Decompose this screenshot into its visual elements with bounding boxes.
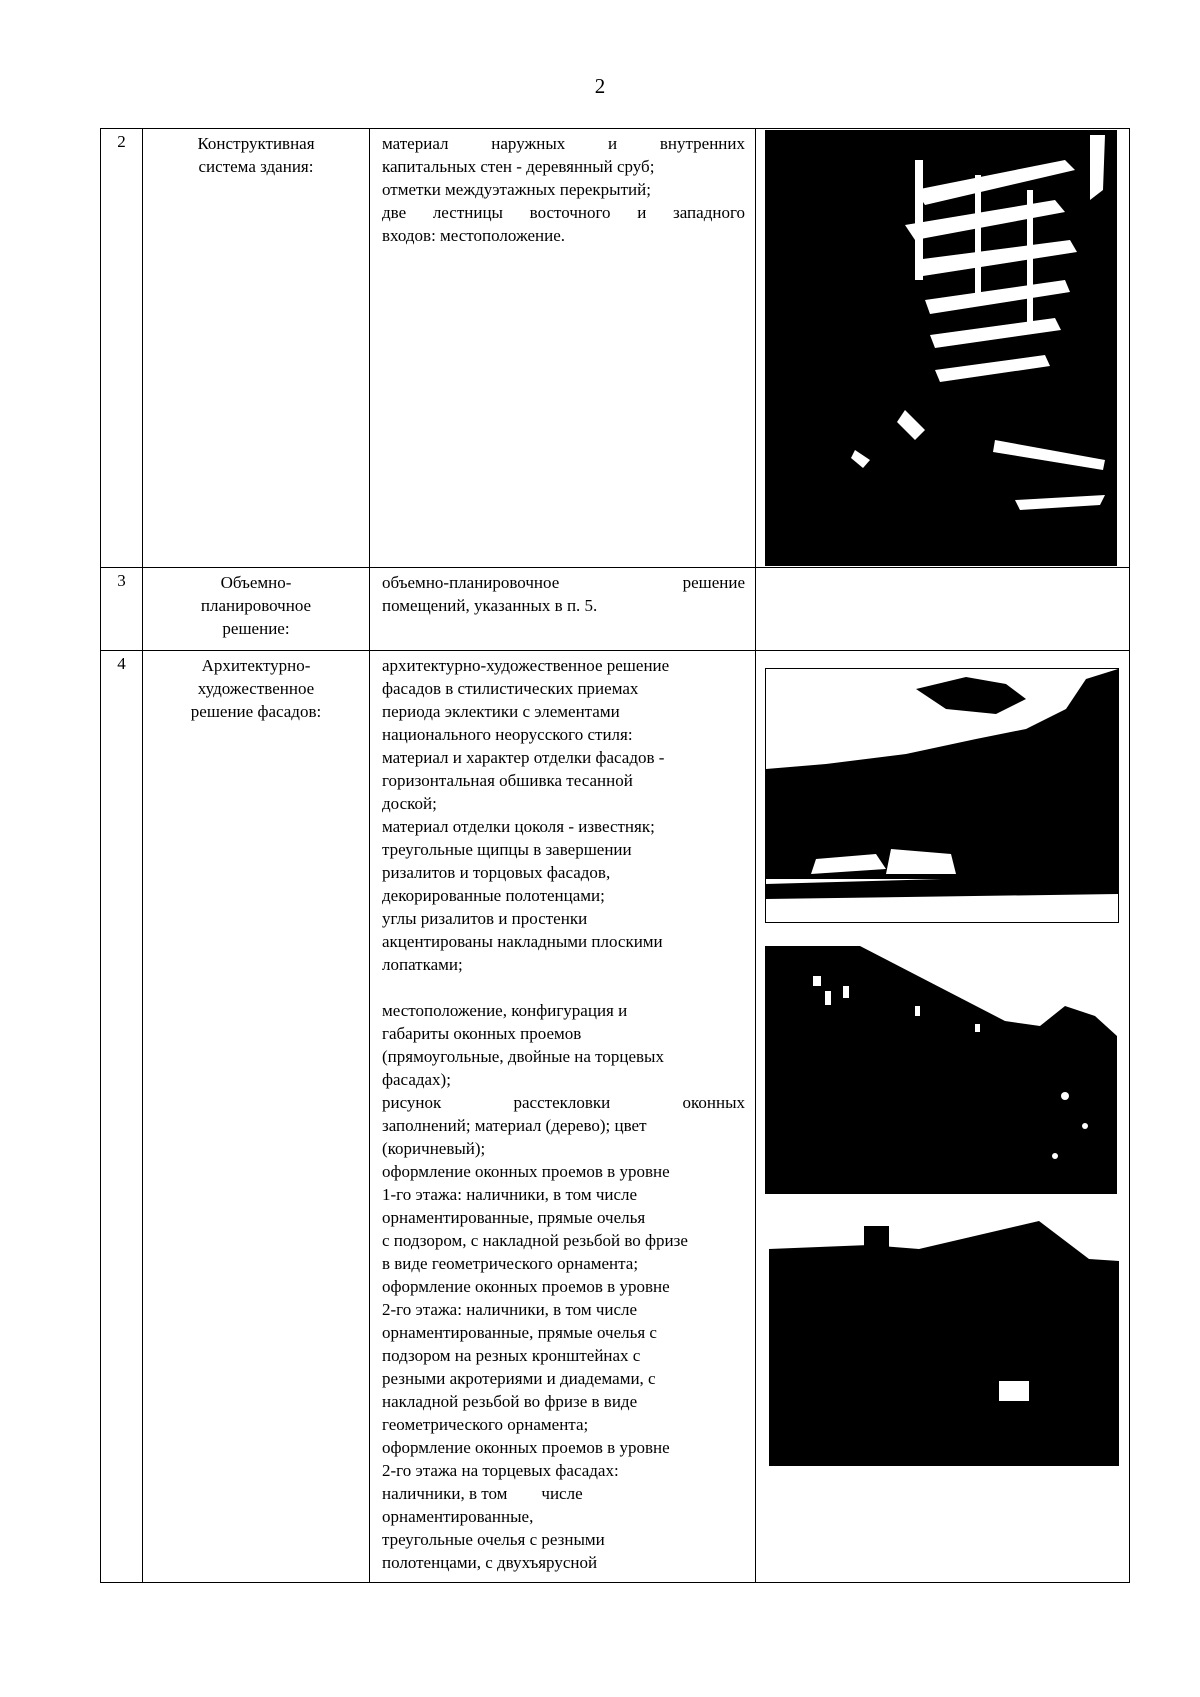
description-line: материал отделки цоколя - известняк; xyxy=(382,817,655,836)
description-line: наличники, в том числе xyxy=(382,1484,583,1503)
description-line: лопатками; xyxy=(382,955,463,974)
row-number: 2 xyxy=(101,129,143,568)
description-line: фасадов в стилистических приемах xyxy=(382,679,639,698)
description-line: периода эклектики с элементами xyxy=(382,702,620,721)
table-row xyxy=(101,568,1130,651)
page-number: 2 xyxy=(594,74,606,98)
description-line: местоположение, конфигурация и xyxy=(382,1001,628,1020)
protected-elements-table xyxy=(100,128,1130,1583)
description-line: объемно-планировочное решение xyxy=(382,573,745,592)
element-name-line: решение: xyxy=(222,619,290,638)
element-name-line: планировочное xyxy=(200,596,312,615)
staircase-image xyxy=(765,130,1117,566)
element-name-cell xyxy=(143,651,370,1583)
element-name-cell xyxy=(143,129,370,568)
description-line: треугольные очелья с резными xyxy=(382,1530,605,1549)
row-number: 4 xyxy=(101,651,143,1583)
element-name-line: Конструктивная xyxy=(197,134,315,153)
description-line: акцентированы накладными плоскими xyxy=(382,932,663,951)
row-number: 3 xyxy=(101,568,143,651)
description-line: ризалитов и торцовых фасадов, xyxy=(382,863,611,882)
element-description-cell xyxy=(370,651,756,1583)
description-line: входов: местоположение. xyxy=(382,226,566,245)
description-line: оформление оконных проемов в уровне xyxy=(382,1162,670,1181)
description-line: полотенцами, с двухъярусной xyxy=(382,1553,598,1572)
facade-image-3 xyxy=(769,1221,1119,1466)
description-line: орнаментированные, прямые очелья xyxy=(382,1208,646,1227)
description-line: материал наружных и внутренних xyxy=(382,134,745,153)
description-line: орнаментированные, прямые очелья с xyxy=(382,1323,657,1342)
description-line: 2-го этажа на торцевых фасадах: xyxy=(382,1461,619,1480)
staircase-photo xyxy=(765,130,1117,566)
description-line: капитальных стен - деревянный сруб; xyxy=(382,157,655,176)
element-description-cell xyxy=(370,129,756,568)
description-line: резными акротериями и диадемами, с xyxy=(382,1369,656,1388)
description-line: (коричневый); xyxy=(382,1139,486,1158)
facade-photo-2 xyxy=(765,946,1117,1194)
element-name-line: художественное xyxy=(197,679,315,698)
description-line: отметки междуэтажных перекрытий; xyxy=(382,180,651,199)
description-line: две лестницы восточного и западного xyxy=(382,203,745,222)
photo-cell xyxy=(756,129,1130,568)
description-line: оформление оконных проемов в уровне xyxy=(382,1438,670,1457)
description-line: рисунок расстекловки оконных xyxy=(382,1093,745,1112)
facade-image-2 xyxy=(765,946,1117,1194)
element-name-cell xyxy=(143,568,370,651)
description-line: оформление оконных проемов в уровне xyxy=(382,1277,670,1296)
description-line: с подзором, с накладной резьбой во фризе xyxy=(382,1231,688,1250)
table-row xyxy=(101,651,1130,1583)
description-line: заполнений; материал (дерево); цвет xyxy=(382,1116,647,1135)
element-description-cell xyxy=(370,568,756,651)
description-line: геометрического орнамента; xyxy=(382,1415,589,1434)
description-line: 1-го этажа: наличники, в том числе xyxy=(382,1185,638,1204)
description-spacer xyxy=(382,976,745,999)
table-row xyxy=(101,129,1130,568)
description-line: в виде геометрического орнамента; xyxy=(382,1254,639,1273)
element-name-line: Архитектурно- xyxy=(201,656,311,675)
description-line: фасадах); xyxy=(382,1070,451,1089)
description-line: 2-го этажа: наличники, в том числе xyxy=(382,1300,638,1319)
description-line: горизонтальная обшивка тесанной xyxy=(382,771,633,790)
photo-cell xyxy=(756,651,1130,1583)
element-name-line: Объемно- xyxy=(220,573,292,592)
facade-image-1 xyxy=(766,669,1118,922)
facade-photo-3 xyxy=(769,1221,1119,1466)
description-line: материал и характер отделки фасадов - xyxy=(382,748,665,767)
facade-photo-1 xyxy=(765,668,1119,923)
description-line: помещений, указанных в п. 5. xyxy=(382,596,598,615)
element-name-line: решение фасадов: xyxy=(190,702,322,721)
description-line: декорированные полотенцами; xyxy=(382,886,605,905)
description-line: архитектурно-художественное решение xyxy=(382,656,670,675)
description-line: (прямоугольные, двойные на торцевых xyxy=(382,1047,664,1066)
description-line: углы ризалитов и простенки xyxy=(382,909,588,928)
description-line: треугольные щипцы в завершении xyxy=(382,840,632,859)
description-line: доской; xyxy=(382,794,437,813)
photo-cell xyxy=(756,568,1130,651)
description-line: габариты оконных проемов xyxy=(382,1024,582,1043)
description-line: накладной резьбой во фризе в виде xyxy=(382,1392,638,1411)
description-line: орнаментированные, xyxy=(382,1507,534,1526)
description-line: подзором на резных кронштейнах с xyxy=(382,1346,641,1365)
element-name-line: система здания: xyxy=(198,157,314,176)
description-line: национального неорусского стиля: xyxy=(382,725,633,744)
